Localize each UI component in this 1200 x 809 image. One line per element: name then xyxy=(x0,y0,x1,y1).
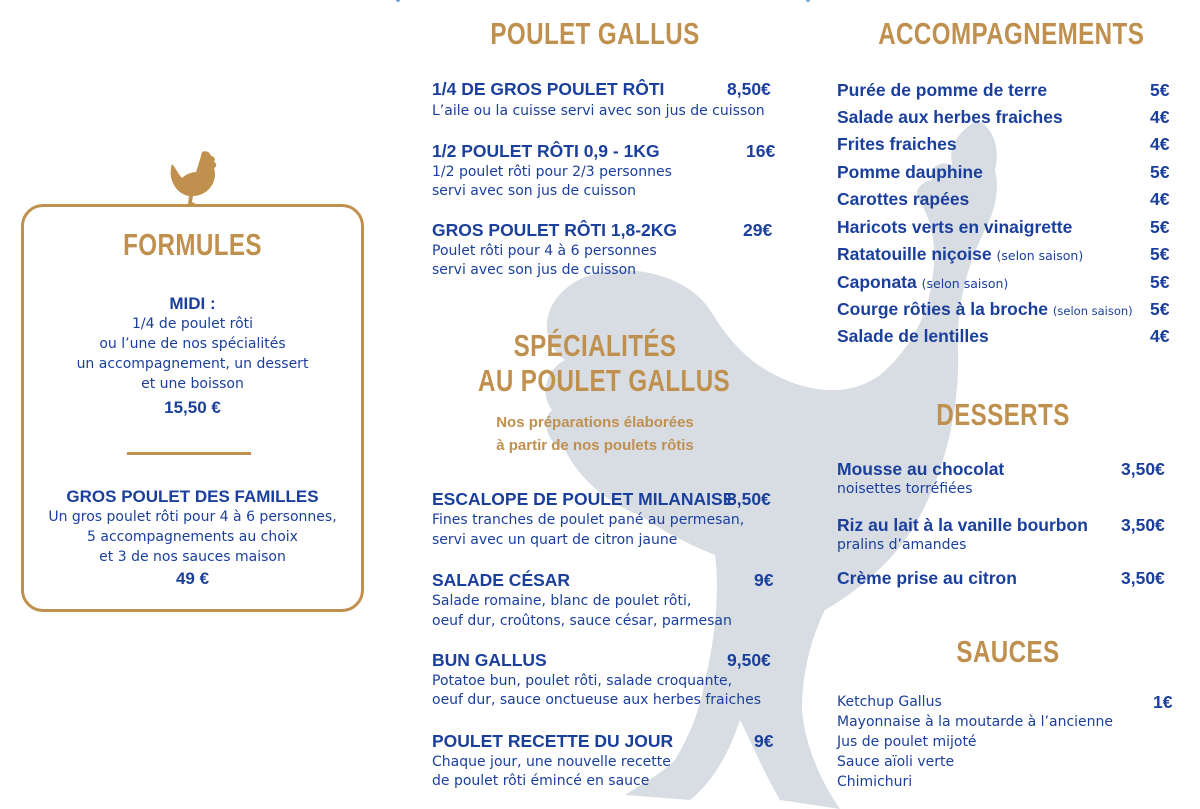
side-item-price: 5€ xyxy=(1150,272,1170,292)
sauce-item: Mayonnaise à la moutarde à l’ancienne xyxy=(837,714,1114,730)
famille-price: 49 € xyxy=(175,569,210,588)
menu-item-price: 16€ xyxy=(746,141,776,161)
menu-item-price: 8,50€ xyxy=(727,79,771,99)
sauces-price: 1€ xyxy=(1153,692,1173,712)
side-item-name: Haricots verts en vinaigrette xyxy=(837,217,1073,237)
side-item-name: Purée de pomme de terre xyxy=(837,80,1048,100)
side-item-note: (selon saison) xyxy=(996,248,1084,263)
side-item-price: 4€ xyxy=(1150,326,1170,346)
side-item-name: Courge rôties à la broche (selon saison) xyxy=(837,299,1133,319)
menu-item-desc: 1/2 poulet rôti pour 2/3 personnes xyxy=(432,164,672,180)
side-item-price: 4€ xyxy=(1150,189,1170,209)
menu-item-desc: Fines tranches de poulet pané au permesan, xyxy=(432,512,745,528)
menu-item-price: 9€ xyxy=(754,731,774,751)
side-item-price: 4€ xyxy=(1150,134,1170,154)
side-item-name: Ratatouille niçoise (selon saison) xyxy=(837,244,1084,264)
side-item-name: Carottes rapées xyxy=(837,189,970,209)
menu-item-desc: oeuf dur, sauce onctueuse aux herbes fraiches xyxy=(432,692,761,708)
menu-item-price: 8,50€ xyxy=(727,489,771,509)
divider xyxy=(127,452,251,455)
menu-item-desc: L’aile ou la cuisse servi avec son jus de cuisson xyxy=(432,103,765,119)
menu-item-name: GROS POULET RÔTI 1,8-2KG xyxy=(432,220,678,240)
menu-item-name: ESCALOPE DE POULET MILANAISE xyxy=(432,489,735,509)
menu-item-desc: Potatoe bun, poulet rôti, salade croquante, xyxy=(432,673,733,689)
dessert-price: 3,50€ xyxy=(1121,515,1165,535)
menu-item-name: 1/4 DE GROS POULET RÔTI xyxy=(432,79,665,99)
menu-item-desc: Poulet rôti pour 4 à 6 personnes xyxy=(432,243,657,259)
menu-item-name: SALADE CÉSAR xyxy=(432,570,571,590)
menu-item-desc: servi avec un quart de citron jaune xyxy=(432,532,678,548)
midi-price: 15,50 € xyxy=(164,398,221,417)
sauce-item: Chimichuri xyxy=(837,774,913,790)
side-item-name: Salade de lentilles xyxy=(837,326,989,346)
top-edge-dot xyxy=(806,0,810,2)
menu-item-price: 9€ xyxy=(754,570,774,590)
desserts-title: DESSERTS xyxy=(936,397,1070,432)
sauce-item: Jus de poulet mijoté xyxy=(837,734,977,750)
side-item-name: Frites fraiches xyxy=(837,134,957,154)
side-item-name: Caponata (selon saison) xyxy=(837,272,1009,292)
dessert-price: 3,50€ xyxy=(1121,568,1165,588)
side-item-price: 5€ xyxy=(1150,299,1170,319)
midi-line: et une boisson xyxy=(141,376,244,392)
menu-item-desc: Salade romaine, blanc de poulet rôti, xyxy=(432,593,692,609)
menu-item-desc: de poulet rôti émincé en sauce xyxy=(432,773,650,789)
rooster-icon xyxy=(162,146,224,208)
side-item-name: Salade aux herbes fraiches xyxy=(837,107,1063,127)
menu-item-name: POULET RECETTE DU JOUR xyxy=(432,731,674,751)
dessert-desc: noisettes torréfiées xyxy=(837,481,973,497)
menu-item-desc: servi avec son jus de cuisson xyxy=(432,262,637,278)
famille-line: et 3 de nos sauces maison xyxy=(99,549,286,565)
menu-item-desc: servi avec son jus de cuisson xyxy=(432,183,637,199)
side-item-price: 5€ xyxy=(1150,244,1170,264)
side-item-note: (selon saison) xyxy=(921,276,1009,291)
midi-line: 1/4 de poulet rôti xyxy=(131,316,254,332)
menu-item-price: 9,50€ xyxy=(727,650,771,670)
menu-item-desc: Chaque jour, une nouvelle recette xyxy=(432,754,671,770)
top-edge-dot xyxy=(396,0,400,2)
midi-line: ou l’une de nos spécialités xyxy=(99,336,286,352)
menu-item-name: 1/2 POULET RÔTI 0,9 - 1KG xyxy=(432,141,660,161)
dessert-price: 3,50€ xyxy=(1121,459,1165,479)
famille-title: GROS POULET DES FAMILLES xyxy=(66,487,319,506)
sauces-title: SAUCES xyxy=(956,634,1060,669)
side-item-price: 5€ xyxy=(1150,162,1170,182)
famille-line: Un gros poulet rôti pour 4 à 6 personnes, xyxy=(48,509,337,525)
menu-item-price: 29€ xyxy=(743,220,773,240)
sauce-item: Ketchup Gallus xyxy=(837,694,942,710)
famille-line: 5 accompagnements au choix xyxy=(87,529,298,545)
specialites-tagline: à partir de nos poulets rôtis xyxy=(496,437,694,454)
midi-title: MIDI : xyxy=(169,294,216,313)
accompagnements-title: ACCOMPAGNEMENTS xyxy=(878,16,1145,51)
dessert-name: Mousse au chocolat xyxy=(837,459,1005,479)
side-item-price: 5€ xyxy=(1150,80,1170,100)
dessert-desc: pralins d’amandes xyxy=(837,537,967,553)
dessert-name: Riz au lait à la vanille bourbon xyxy=(837,515,1088,535)
menu-item-desc: oeuf dur, croûtons, sauce césar, parmesan xyxy=(432,613,732,629)
dessert-name: Crème prise au citron xyxy=(837,568,1017,588)
sauce-item: Sauce aïoli verte xyxy=(837,754,955,770)
side-item-note: (selon saison) xyxy=(1052,304,1133,318)
side-item-price: 4€ xyxy=(1150,107,1170,127)
side-item-price: 5€ xyxy=(1150,217,1170,237)
formules-title: FORMULES xyxy=(123,227,262,262)
poulet-title: POULET GALLUS xyxy=(490,16,700,51)
specialites-title: AU POULET GALLUS xyxy=(478,363,731,398)
menu-item-name: BUN GALLUS xyxy=(432,650,547,670)
specialites-title: SPÉCIALITÉS xyxy=(513,328,677,363)
midi-line: un accompagnement, un dessert xyxy=(76,356,309,372)
side-item-name: Pomme dauphine xyxy=(837,162,983,182)
specialites-tagline: Nos préparations élaborées xyxy=(496,414,694,431)
